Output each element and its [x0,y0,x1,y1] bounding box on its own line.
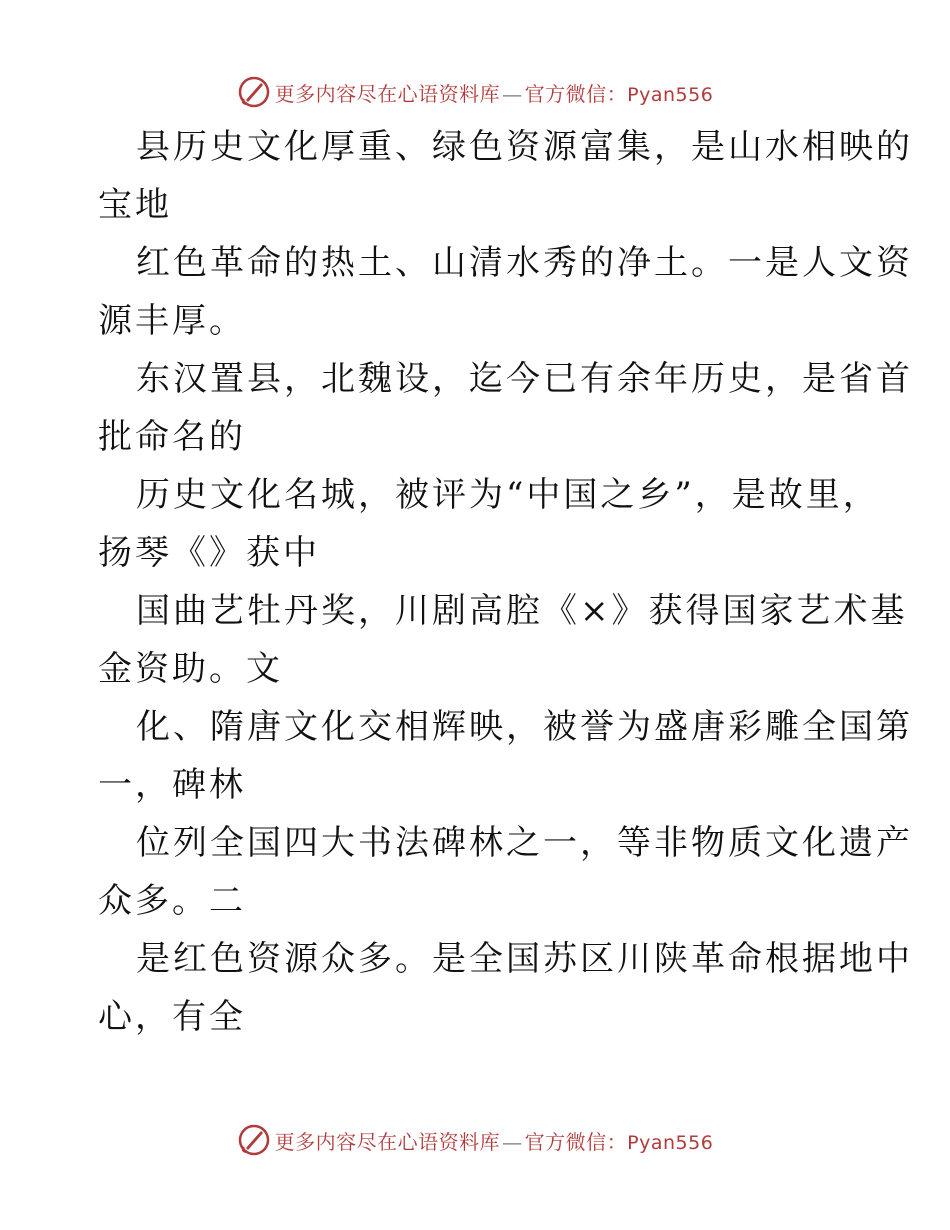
line: 一，碑林 [98,765,246,805]
wechat-id: Pyan556 [627,83,714,106]
line: 国曲艺牡丹奖，川剧高腔《×》获得国家艺术基 [136,591,908,631]
line: 东汉置县，北魏设，迄今已有余年历史，是省首 [136,359,913,399]
wechat-label: 官方微信： [524,1129,628,1154]
paragraph [98,698,913,814]
quill-seal-icon [237,1123,271,1157]
document-body [98,118,913,1046]
paragraph [98,234,913,350]
quill-seal-icon [237,75,271,109]
line: 红色革命的热土、山清水秀的净土。一是人文资 [136,243,913,283]
paragraph [98,814,913,930]
line: 是红色资源众多。是全国苏区川陕革命根据地中 [136,939,913,979]
header-text [275,78,714,107]
line: 金资助。文 [98,649,283,689]
wechat-label: 官方微信： [524,81,628,106]
paragraph [98,582,908,698]
line: 扬琴《》获中 [98,533,320,573]
line: 宝地 [98,185,172,225]
header-banner [0,72,950,112]
brand-text: 更多内容尽在心语资料库 [274,1129,501,1154]
paragraph [98,466,880,582]
line: 化、隋唐文化交相辉映，被誉为盛唐彩雕全国第 [136,707,913,747]
wechat-id: Pyan556 [627,1131,714,1154]
brand-text: 更多内容尽在心语资料库 [274,81,501,106]
line: 县历史文化厚重、绿色资源富集，是山水相映的 [136,127,913,167]
dash: — [502,1129,523,1154]
paragraph [98,350,913,466]
dash: — [502,81,523,106]
footer-text [275,1126,714,1155]
line: 历史文化名城，被评为“中国之乡”，是故里， [136,475,880,515]
line: 源丰厚。 [98,301,246,341]
line: 批命名的 [98,417,246,457]
line: 位列全国四大书法碑林之一，等非物质文化遗产 [136,823,913,863]
line: 心，有全 [98,997,246,1037]
paragraph [98,930,913,1046]
footer-banner [0,1120,950,1160]
line: 众多。二 [98,881,246,921]
paragraph [98,118,913,234]
